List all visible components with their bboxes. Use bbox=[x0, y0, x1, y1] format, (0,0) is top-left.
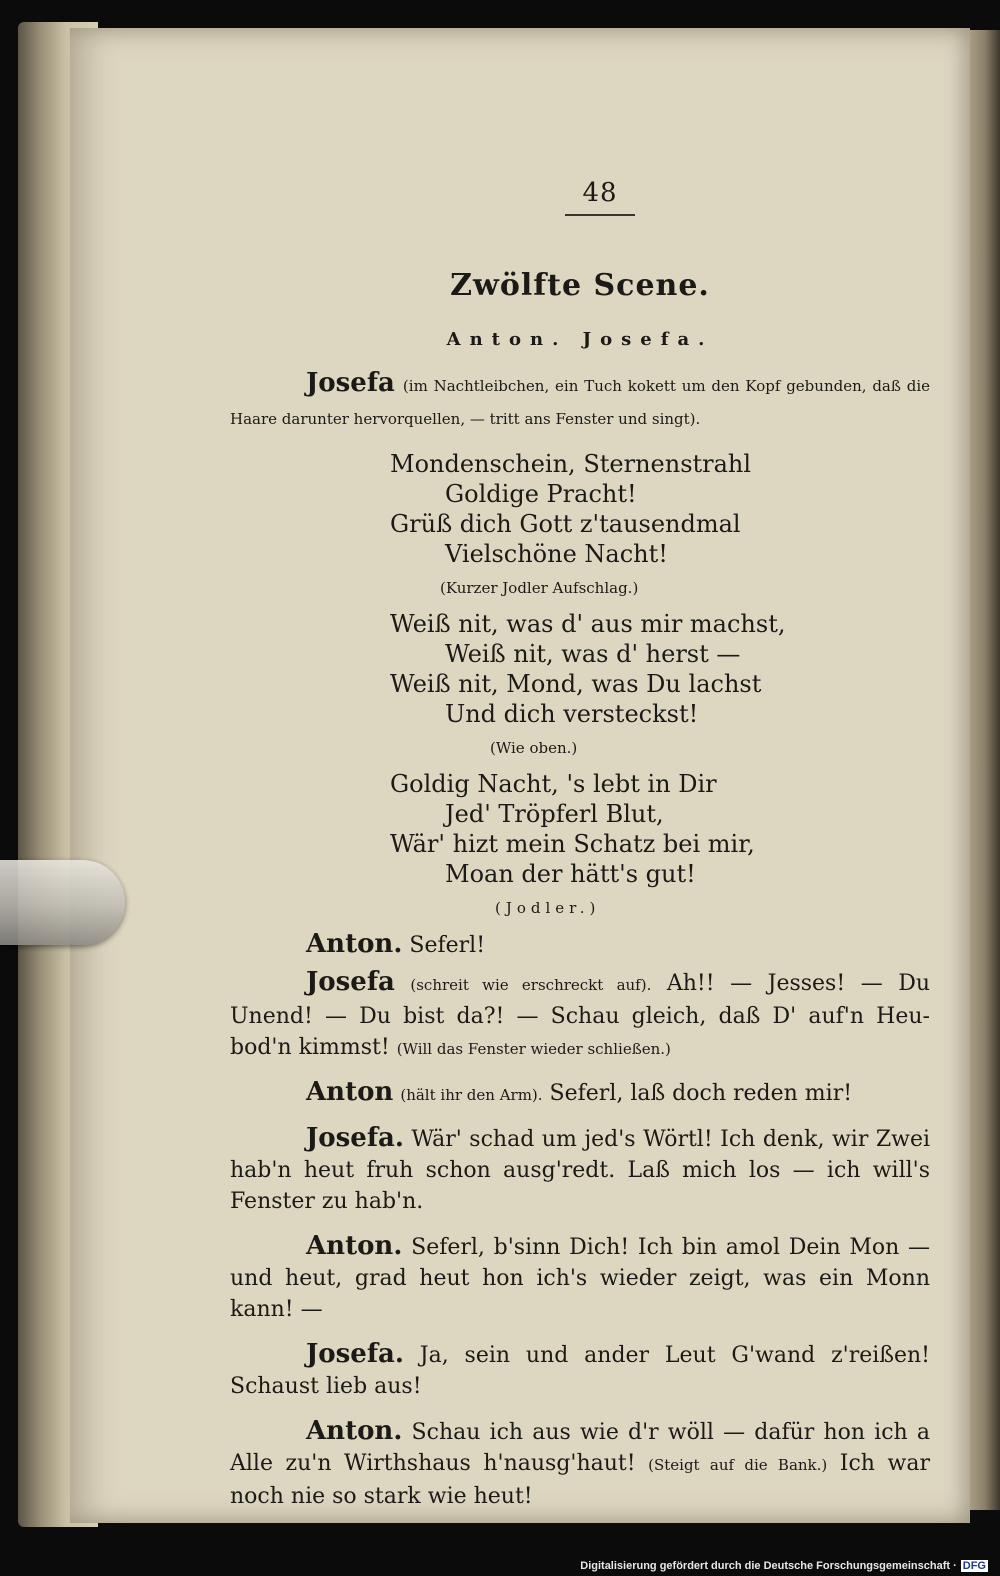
stage-direction: (im Nachtleibchen, ein Tuch kokett um den Kopf gebunden, daß die Haare darunter hervorquellen, — tritt ans Fenster und singt). bbox=[230, 377, 930, 428]
speaker-name: Anton. bbox=[306, 1416, 403, 1446]
stage-cue: (Jodler.) bbox=[495, 899, 601, 917]
stage-direction: (hält ihr den Arm). bbox=[400, 1086, 543, 1104]
verse-line: Vielschöne Nacht! bbox=[445, 540, 668, 568]
speaker-name: Josefa bbox=[306, 967, 395, 997]
speaker-name: Josefa bbox=[306, 368, 395, 398]
verse-line: Weiß nit, was d' aus mir machst, bbox=[390, 610, 786, 638]
speaker-name: Anton. bbox=[306, 929, 403, 959]
dialogue bbox=[230, 929, 930, 1512]
dialogue-line bbox=[230, 1123, 930, 1217]
page-number: 48 bbox=[582, 178, 618, 208]
verse-line: Wär' hizt mein Schatz bei mir, bbox=[390, 830, 755, 858]
dialogue-line bbox=[230, 967, 930, 1065]
verse-line: Grüß dich Gott z'tausendmal bbox=[390, 510, 741, 538]
dialogue-line bbox=[230, 1339, 930, 1402]
stage-cue: (Wie oben.) bbox=[490, 739, 578, 757]
dialogue-text: Seferl, laß doch reden mir! bbox=[549, 1081, 853, 1106]
dialogue-line bbox=[230, 1077, 930, 1111]
dialogue-line bbox=[230, 1231, 930, 1325]
verse-line: Moan der hätt's gut! bbox=[445, 860, 696, 888]
verse-line: Mondenschein, Sternenstrahl bbox=[390, 450, 752, 478]
song-stanza-1 bbox=[390, 449, 930, 569]
dialogue-line bbox=[230, 1416, 930, 1512]
dialogue-text: Seferl! bbox=[409, 933, 486, 958]
dialogue-text: Ich war noch nie so stark wie heut! bbox=[230, 1451, 930, 1509]
intro-paragraph bbox=[230, 368, 930, 435]
verse-line: Jed' Tröpferl Blut, bbox=[445, 800, 664, 828]
verse-line: Goldig Nacht, 's lebt in Dir bbox=[390, 770, 717, 798]
stage-direction: (Will das Fenster wieder schließen.) bbox=[396, 1040, 671, 1058]
speaker-name: Josefa. bbox=[306, 1123, 404, 1153]
dialogue-text: Ja, sein und ander Leut G'wand z'reißen! Schaust lieb aus! bbox=[230, 1343, 931, 1399]
scene-persons: Anton. Josefa. bbox=[446, 329, 714, 350]
dialogue-text: Ah!! — Jesses! — Du Unend! — Du bist da?! — Schau gleich, daß D' auf'n Heu-bod'n kimmst! bbox=[230, 971, 931, 1060]
stage-direction: (Steigt auf die Bank.) bbox=[648, 1456, 828, 1474]
verse-line: Goldige Pracht! bbox=[445, 480, 637, 508]
song-stanza-2 bbox=[390, 609, 930, 729]
speaker-name: Josefa. bbox=[306, 1339, 404, 1369]
speaker-name: Anton. bbox=[306, 1231, 403, 1261]
footer-text: Digitalisierung gefördert durch die Deutsche Forschungsgemeinschaft · bbox=[580, 1560, 957, 1572]
stage-cue: (Kurzer Jodler Aufschlag.) bbox=[440, 579, 639, 597]
verse-line: Und dich versteckst! bbox=[445, 700, 699, 728]
dialogue-text: Wär' schad um jed's Wörtl! Ich denk, wir Zwei hab'n heut fruh schon ausg'redt. Laß mich los — ich will's Fenster zu hab'n. bbox=[230, 1127, 931, 1214]
dialogue-line bbox=[230, 929, 930, 961]
verse-line: Weiß nit, was d' herst — bbox=[445, 640, 741, 668]
dialogue-text: Seferl, b'sinn Dich! Ich bin amol Dein Mon — und heut, grad heut hon ich's wieder zeigt, was ein Monn kann! — bbox=[230, 1235, 931, 1322]
page-number-rule bbox=[565, 214, 635, 216]
stage-direction: (schreit wie erschreckt auf). bbox=[410, 976, 652, 994]
page-content bbox=[230, 178, 930, 1512]
speaker-name: Anton bbox=[306, 1077, 394, 1107]
page-clip bbox=[0, 860, 125, 945]
dialogue-text: Schau ich aus wie d'r wöll — dafür hon ich a Alle zu'n Wirthshaus h'nausg'haut! bbox=[230, 1420, 930, 1476]
dfg-logo: DFG bbox=[962, 1560, 986, 1572]
book-page bbox=[70, 28, 970, 1523]
scene-title: Zwölfte Scene. bbox=[450, 268, 710, 303]
digitization-footer bbox=[580, 1560, 988, 1572]
verse-line: Weiß nit, Mond, was Du lachst bbox=[390, 670, 762, 698]
song-stanza-3 bbox=[390, 769, 930, 889]
